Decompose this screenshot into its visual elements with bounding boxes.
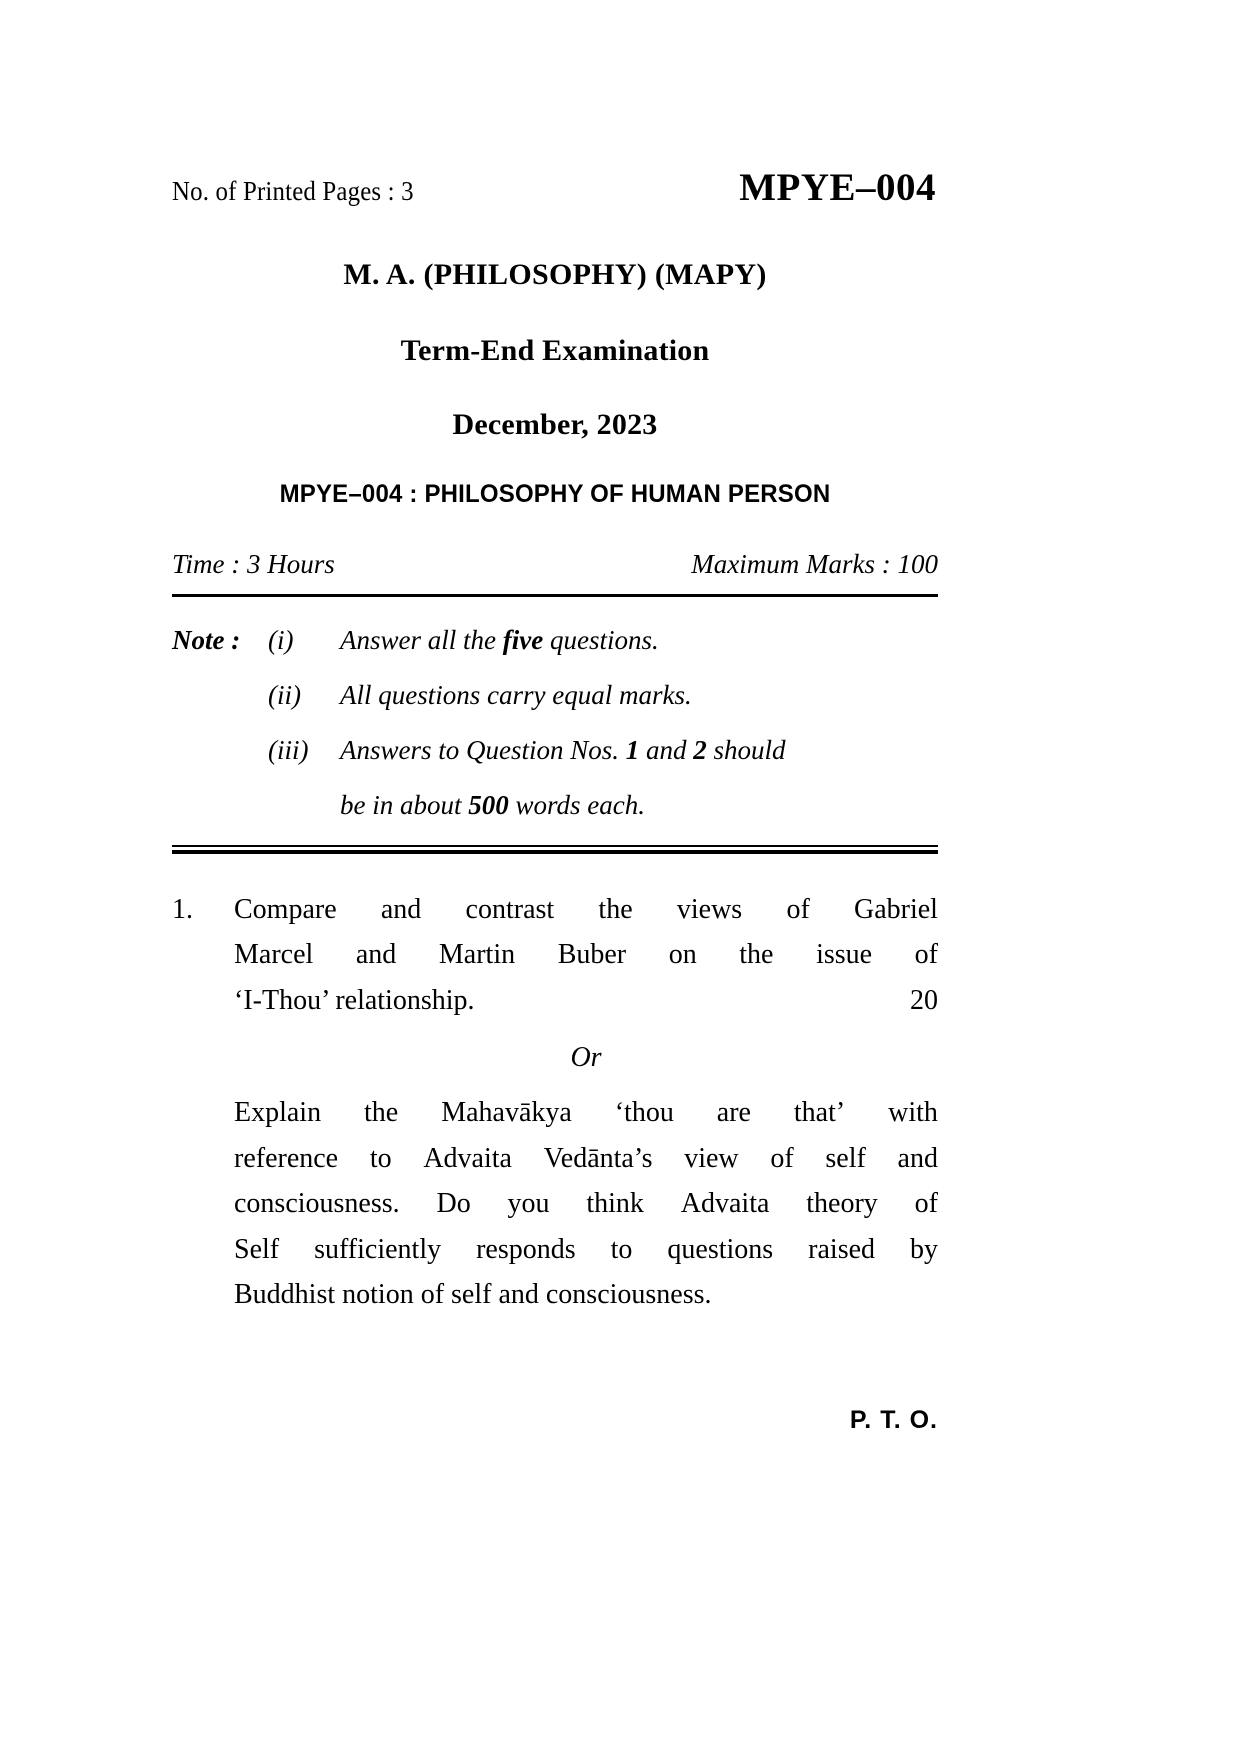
question-1-alt-line-3 xyxy=(234,1181,938,1226)
instruction-emphasis-500: 500 xyxy=(468,790,509,820)
instruction-item-i xyxy=(172,627,938,654)
word: with xyxy=(888,1097,938,1129)
instruction-text-iii xyxy=(340,737,938,764)
examination-date: December, 2023 xyxy=(452,408,658,441)
question-1-or-separator: Or xyxy=(570,1042,602,1074)
word: Advaita xyxy=(423,1142,512,1174)
word: theory xyxy=(806,1188,878,1220)
word: and xyxy=(355,939,397,971)
word: the xyxy=(598,894,633,925)
word: and xyxy=(380,894,422,925)
question-1-line-1 xyxy=(234,887,938,932)
programme-title: M. A. (PHILOSOPHY) (MAPY) xyxy=(343,258,767,291)
word: Buber xyxy=(557,939,627,971)
word: the xyxy=(739,939,774,971)
word: Gabriel xyxy=(854,894,938,925)
questions-section xyxy=(172,887,938,1317)
word: sufficiently xyxy=(314,1233,442,1265)
instruction-text-i-post: questions. xyxy=(543,625,659,655)
subject-title: MPYE–004 : PHILOSOPHY OF HUMAN PERSON xyxy=(279,480,831,508)
instruction-text-iii-d: be in about xyxy=(340,790,469,820)
printed-pages-label: No. of Printed Pages : 3 xyxy=(172,176,414,206)
instruction-number-i: (i) xyxy=(268,625,294,655)
sanskrit-term-mahavakya: Mahavākya xyxy=(441,1097,572,1129)
question-1-text xyxy=(234,887,938,1023)
exam-duration: Time : 3 Hours xyxy=(172,549,335,579)
question-1-alt-line-1 xyxy=(234,1090,938,1135)
instruction-emphasis-one: 1 xyxy=(625,735,640,765)
instruction-text-i-pre: Answer all the xyxy=(340,625,503,655)
word: views xyxy=(676,894,743,925)
divider-rule-thick xyxy=(172,850,938,854)
word: of xyxy=(914,939,938,971)
instruction-text-iii-e: words each. xyxy=(508,790,645,820)
instruction-number-iii: (iii) xyxy=(268,735,309,765)
divider-rule-double xyxy=(172,845,938,853)
course-code: MPYE–004 xyxy=(739,166,936,209)
word: to xyxy=(369,1142,392,1174)
instruction-item-iii xyxy=(268,737,938,764)
word: Martin xyxy=(438,939,516,971)
page-header xyxy=(172,165,938,213)
word: think xyxy=(586,1188,644,1220)
word: you xyxy=(507,1188,550,1220)
exam-max-marks: Maximum Marks : 100 xyxy=(691,549,938,579)
divider-rule-thin xyxy=(172,845,938,847)
question-1-line-2 xyxy=(234,932,938,977)
word: raised xyxy=(808,1233,876,1265)
question-1-alt-line-5: Buddhist notion of self and consciousness. xyxy=(234,1278,712,1310)
page-turn-over-label: P. T. O. xyxy=(849,1406,938,1435)
question-1-line-3 xyxy=(234,978,938,1023)
word: of xyxy=(786,894,810,925)
word: view xyxy=(684,1142,739,1174)
exam-info-row xyxy=(172,549,938,580)
word: that’ xyxy=(793,1097,846,1129)
instruction-text-iii-c: should xyxy=(706,735,786,765)
word: Do xyxy=(436,1188,471,1220)
question-1-body xyxy=(234,887,938,1317)
instructions-block xyxy=(172,627,938,819)
instruction-text-ii: All questions carry equal marks. xyxy=(340,680,692,710)
question-1-alt-line-4 xyxy=(234,1227,938,1272)
question-1-last-line: ‘I-Thou’ relationship. xyxy=(234,984,475,1016)
word: of xyxy=(770,1142,794,1174)
page-content xyxy=(172,0,938,1435)
word: on xyxy=(668,939,697,971)
question-1-alternative-text xyxy=(234,1090,938,1317)
instruction-emphasis-two: 2 xyxy=(693,735,707,765)
word: reference xyxy=(234,1142,339,1174)
word: Advaita xyxy=(680,1188,770,1220)
instruction-number-ii: (ii) xyxy=(268,680,301,710)
word: ‘thou xyxy=(614,1097,674,1129)
word: questions xyxy=(667,1233,774,1265)
word: consciousness. xyxy=(234,1188,400,1220)
instruction-text-iii-b: and xyxy=(639,735,694,765)
instruction-text-iii-a: Answers to Question Nos. xyxy=(340,735,626,765)
instruction-item-iii-continued xyxy=(340,792,938,819)
title-block xyxy=(172,258,938,509)
question-1 xyxy=(172,887,938,1317)
word: to xyxy=(610,1233,633,1265)
note-label: Note : xyxy=(172,625,241,655)
word: self xyxy=(825,1142,866,1174)
word: Vedānta’s xyxy=(543,1142,653,1174)
divider-rule-top xyxy=(172,594,938,597)
word: issue xyxy=(816,939,873,971)
instruction-emphasis-five: five xyxy=(502,625,544,655)
word: the xyxy=(364,1097,399,1129)
word: Explain xyxy=(234,1097,322,1129)
word: responds xyxy=(476,1233,576,1265)
word: and xyxy=(897,1142,938,1174)
word: are xyxy=(716,1097,751,1129)
word: Compare xyxy=(234,894,337,925)
page-footer xyxy=(172,1375,938,1435)
question-1-number: 1. xyxy=(172,894,193,925)
instruction-text-i xyxy=(340,627,938,654)
question-1-alt-line-2 xyxy=(234,1136,938,1181)
examination-title: Term-End Examination xyxy=(400,334,710,367)
word: by xyxy=(910,1233,938,1265)
instruction-item-ii xyxy=(268,682,938,709)
word: contrast xyxy=(465,894,555,925)
word: Marcel xyxy=(234,939,314,971)
question-1-marks: 20 xyxy=(910,984,938,1016)
word: Self xyxy=(234,1233,280,1265)
word: of xyxy=(914,1188,938,1220)
